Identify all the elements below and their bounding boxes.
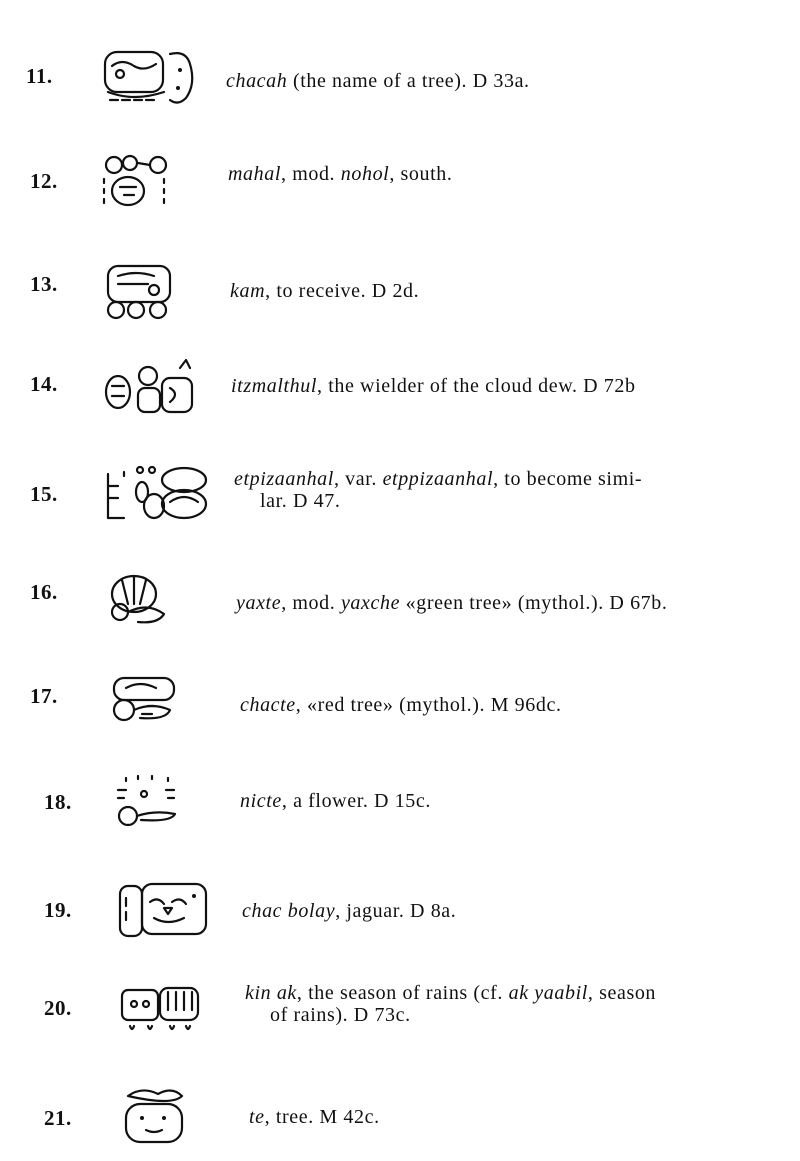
entry-text [236,592,667,614]
entry-number: 11. [26,64,53,88]
entry-definition: (the name of a tree). D 33a. [287,70,530,92]
maya-term: kin ak [245,982,297,1004]
maya-term: chacte [240,694,296,716]
entry-definition: , season [587,982,657,1004]
maya-term-variant: nohol [340,163,390,185]
entry-number: 15. [30,482,58,506]
entry-definition: , a flower. D 15c. [281,790,431,812]
entry-number: 17. [30,684,58,708]
maya-term: yaxte [236,592,282,614]
maya-glyph-itzmalthul-icon [100,358,200,418]
entry-continuation: of rains). D 73c. [270,1004,411,1026]
entry-connector: , mod. [281,592,341,614]
entry-number: 18. [44,790,72,814]
entry-definition: , to become simi- [493,468,643,490]
maya-term-variant: ak yaabil [508,982,588,1004]
entry-text [228,163,452,185]
maya-term: itzmalthul [231,375,318,397]
entry-connector: , var. [333,468,383,490]
entry-definition: , «red tree» (mythol.). M 96dc. [295,694,562,716]
maya-term: chac bolay [242,900,336,922]
entry-text [231,375,636,397]
entry-definition: , south. [389,163,453,185]
maya-glyph-nicte-icon [112,774,182,830]
maya-term: kam [230,280,266,302]
maya-glyph-yaxte-icon [104,572,174,628]
entry-text [240,694,562,716]
maya-term: mahal [228,163,281,185]
entry-definition: , tree. M 42c. [264,1106,380,1128]
maya-glyph-te-icon [120,1086,190,1146]
maya-glyph-kin-ak-icon [118,982,202,1038]
entry-text [226,70,530,92]
entry-text [240,790,431,812]
maya-glyph-mahal-icon [100,153,175,213]
entry-number: 19. [44,898,72,922]
maya-glyph-kam-icon [104,262,176,322]
maya-term: te [249,1106,265,1128]
entry-number: 21. [44,1106,72,1130]
maya-glyph-chac-bolay-icon [116,880,212,940]
maya-glyph-chacte-icon [108,674,180,726]
entry-connector: , mod. [281,163,341,185]
entry-number: 13. [30,272,58,296]
entry-text [242,900,456,922]
maya-glyph-etpizaanhal-icon [104,462,214,524]
entry-number: 20. [44,996,72,1020]
entry-text [245,982,656,1004]
entry-number: 12. [30,169,58,193]
entry-number: 14. [30,372,58,396]
entry-text [249,1106,380,1128]
entry-text [230,280,419,302]
maya-glyph-chacah-icon [100,48,200,108]
entry-continuation: lar. D 47. [260,490,341,512]
maya-term: nicte [240,790,282,812]
entry-connector: , the season of rains (cf. [296,982,509,1004]
maya-term-variant: etppizaanhal [382,468,494,490]
entry-definition: , to receive. D 2d. [265,280,420,302]
entry-definition: «green tree» (mythol.). D 67b. [400,592,668,614]
entry-number: 16. [30,580,58,604]
maya-term-variant: yaxche [340,592,401,614]
maya-term: chacah [226,70,288,92]
entry-definition: , the wielder of the cloud dew. D 72b [317,375,636,397]
entry-text [234,468,642,490]
maya-term: etpizaanhal [234,468,334,490]
entry-definition: , jaguar. D 8a. [335,900,457,922]
